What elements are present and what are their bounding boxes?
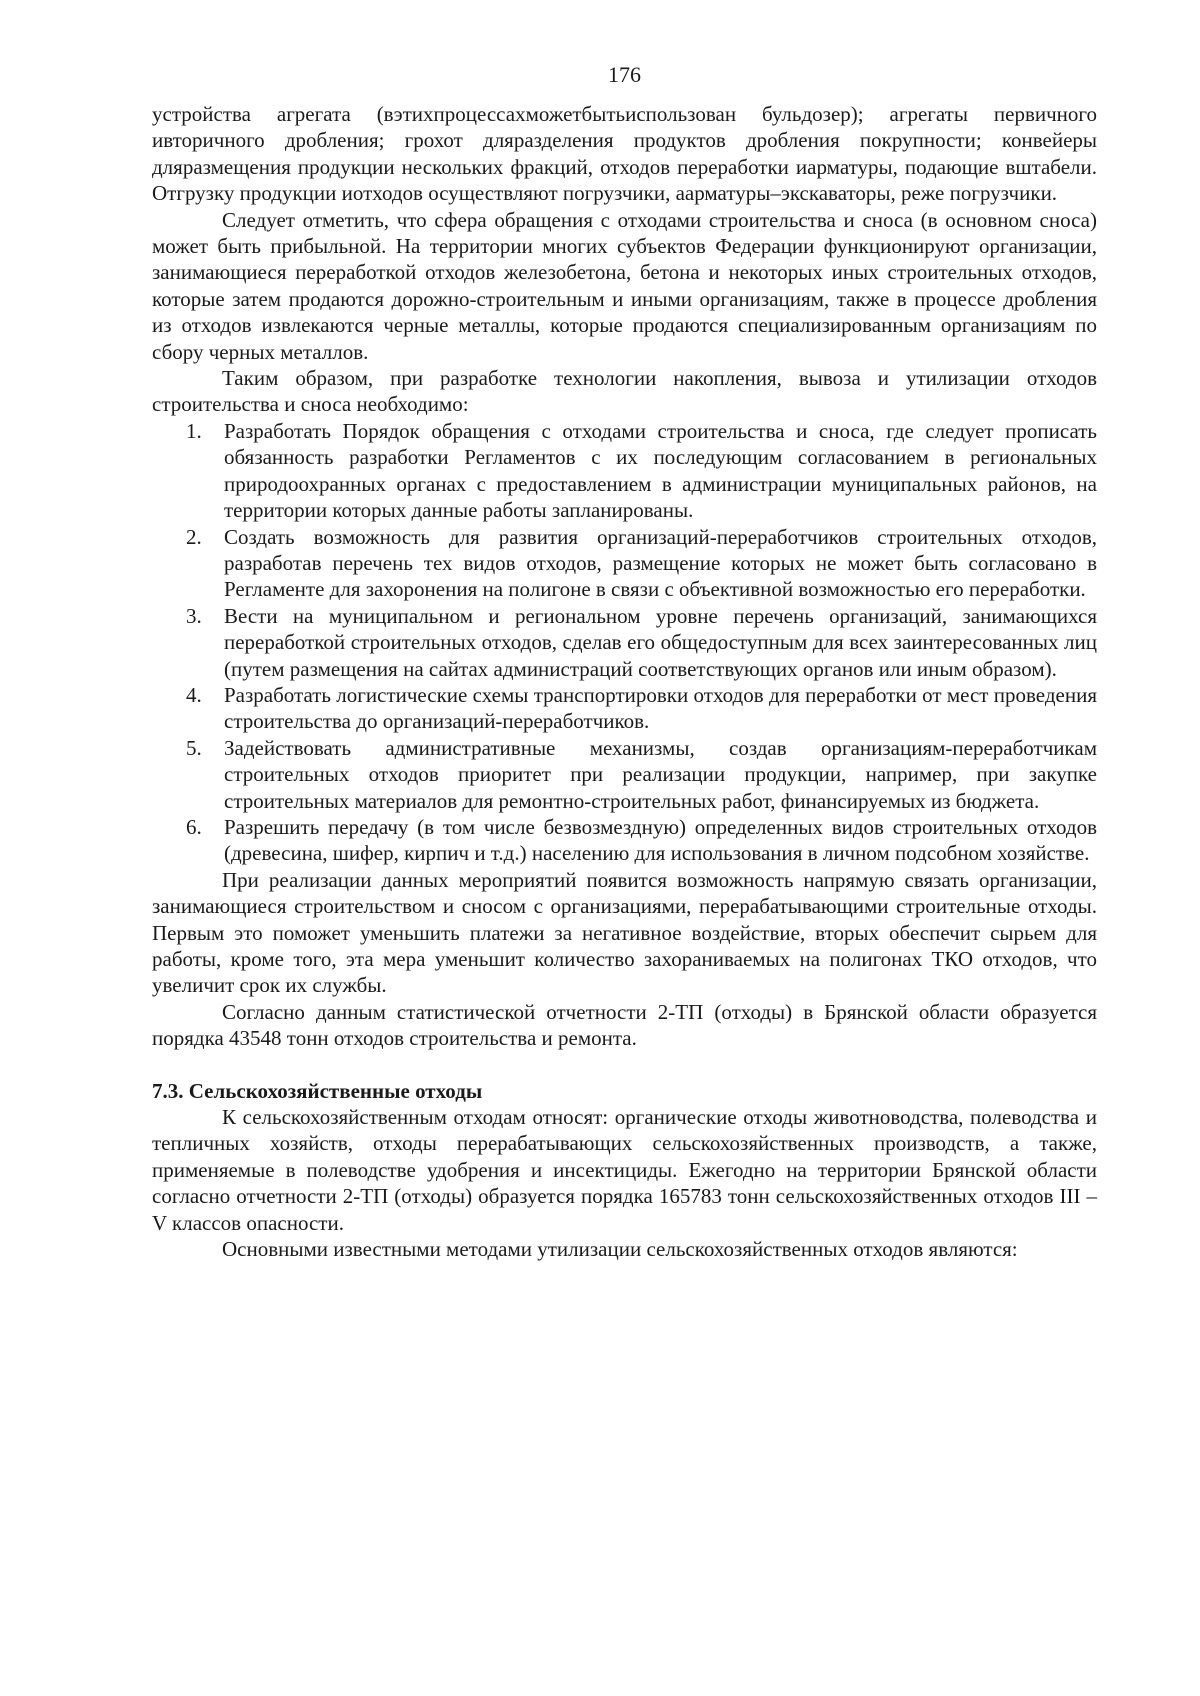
- list-item: [152, 524, 1097, 603]
- page-content: [152, 101, 1097, 1262]
- paragraph-implementation: При реализации данных мероприятий появится возможность напрямую связать организации, занимающиеся строительством и сносом с организациями, перерабатывающими строительные отходы. Первым это поможет уменьшить платежи за негативное воздействие, вторых обеспечит сырьем для работы, кроме того, эта мера уменьшит количество захораниваемых на полигонах ТКО отходов, что увеличит срок их службы.: [152, 867, 1097, 998]
- list-item-text: Разрешить передачу (в том числе безвозмездную) определенных видов строительных отходов (древесина, шифер, кирпич и т.д.) населению для использования в личном подсобном хозяйстве.: [224, 814, 1097, 866]
- paragraph-statistics: Согласно данным статистической отчетности 2-ТП (отходы) в Брянской области образуется порядка 43548 тонн отходов строительства и ремонта.: [152, 999, 1097, 1051]
- list-item-text: Создать возможность для развития организаций-переработчиков строительных отходов, разработав перечень тех видов отходов, размещение которых не может быть согласовано в Регламенте для захоронения на полигоне в связи с объективной возможностью его переработки.: [224, 524, 1097, 602]
- paragraph-profitability: Следует отметить, что сфера обращения с отходами строительства и сноса (в основном сноса) может быть прибыльной. На территории многих субъектов Федерации функционируют организации, занимающиеся переработкой отходов железобетона, бетона и некоторых иных строительных отходов, которые затем продаются дорожно-строительным и иными организациям, также в процессе дробления из отходов извлекаются черные металлы, которые продаются специализированным организациям по сбору черных металлов.: [152, 207, 1097, 364]
- list-item: [152, 603, 1097, 682]
- list-item-number: 5.: [186, 735, 202, 760]
- list-item-number: 4.: [186, 682, 202, 707]
- list-item-text: Задействовать административные механизмы, создав организациям-переработчикам строительных отходов приоритет при реализации продукции, например, при закупке строительных материалов для ремонтно-строительных работ, финансируемых из бюджета.: [224, 735, 1097, 813]
- paragraph-requirements-intro: Таким образом, при разработке технологии накопления, вывоза и утилизации отходов строительства и сноса необходимо:: [152, 366, 1097, 417]
- list-item-text: Разработать логистические схемы транспортировки отходов для переработки от мест проведения строительства до организаций-переработчиков.: [224, 682, 1097, 734]
- list-item: [152, 682, 1097, 735]
- paragraph-continuation: устройства агрегата (вэтихпроцессахможетбытьиспользован бульдозер); агрегаты первичного ивторичного дробления; грохот дляразделения продуктов дробления покрупности; конвейеры дляразмещения продукции нескольких фракций, отходов переработки иарматуры, подающие вштабели. Отгрузку продукции иотходов осуществляют погрузчики, аарматуры–экскаваторы, реже погрузчики.: [152, 102, 1097, 206]
- list-item-number: 6.: [186, 814, 202, 839]
- list-item-text: Вести на муниципальном и региональном уровне перечень организаций, занимающихся переработкой строительных отходов, сделав его общедоступным для всех заинтересованных лиц (путем размещения на сайтах администраций соответствующих органов или иным образом).: [224, 603, 1097, 681]
- page-number: 176: [608, 62, 641, 87]
- section-heading: 7.3. Сельскохозяйственные отходы: [152, 1078, 483, 1103]
- list-item: [152, 814, 1097, 867]
- paragraph-agricultural-waste: К сельскохозяйственным отходам относят: органические отходы животноводства, полеводства и тепличных хозяйств, отходы перерабатывающих сельскохозяйственных производств, а также, применяемые в полеводстве удобрения и инсектициды. Ежегодно на территории Брянской области согласно отчетности 2-ТП (отходы) образуется порядка 165783 тонн сельскохозяйственных отходов III – V классов опасности.: [152, 1105, 1097, 1235]
- document-page: [152, 0, 1097, 1696]
- list-item-number: 1.: [186, 418, 202, 443]
- list-item-text: Разработать Порядок обращения с отходами строительства и сноса, где следует прописать обязанность разработки Регламентов с их последующим согласованием в региональных природоохранных органах с предоставлением в администрации муниципальных районов, на территории которых данные работы запланированы.: [224, 418, 1097, 523]
- paragraph-disposal-methods: Основными известными методами утилизации сельскохозяйственных отходов являются:: [222, 1237, 1018, 1262]
- list-item: [152, 418, 1097, 524]
- list-item: [152, 735, 1097, 814]
- list-item-number: 2.: [186, 524, 202, 549]
- list-item-number: 3.: [186, 603, 202, 628]
- requirements-list: [152, 418, 1097, 867]
